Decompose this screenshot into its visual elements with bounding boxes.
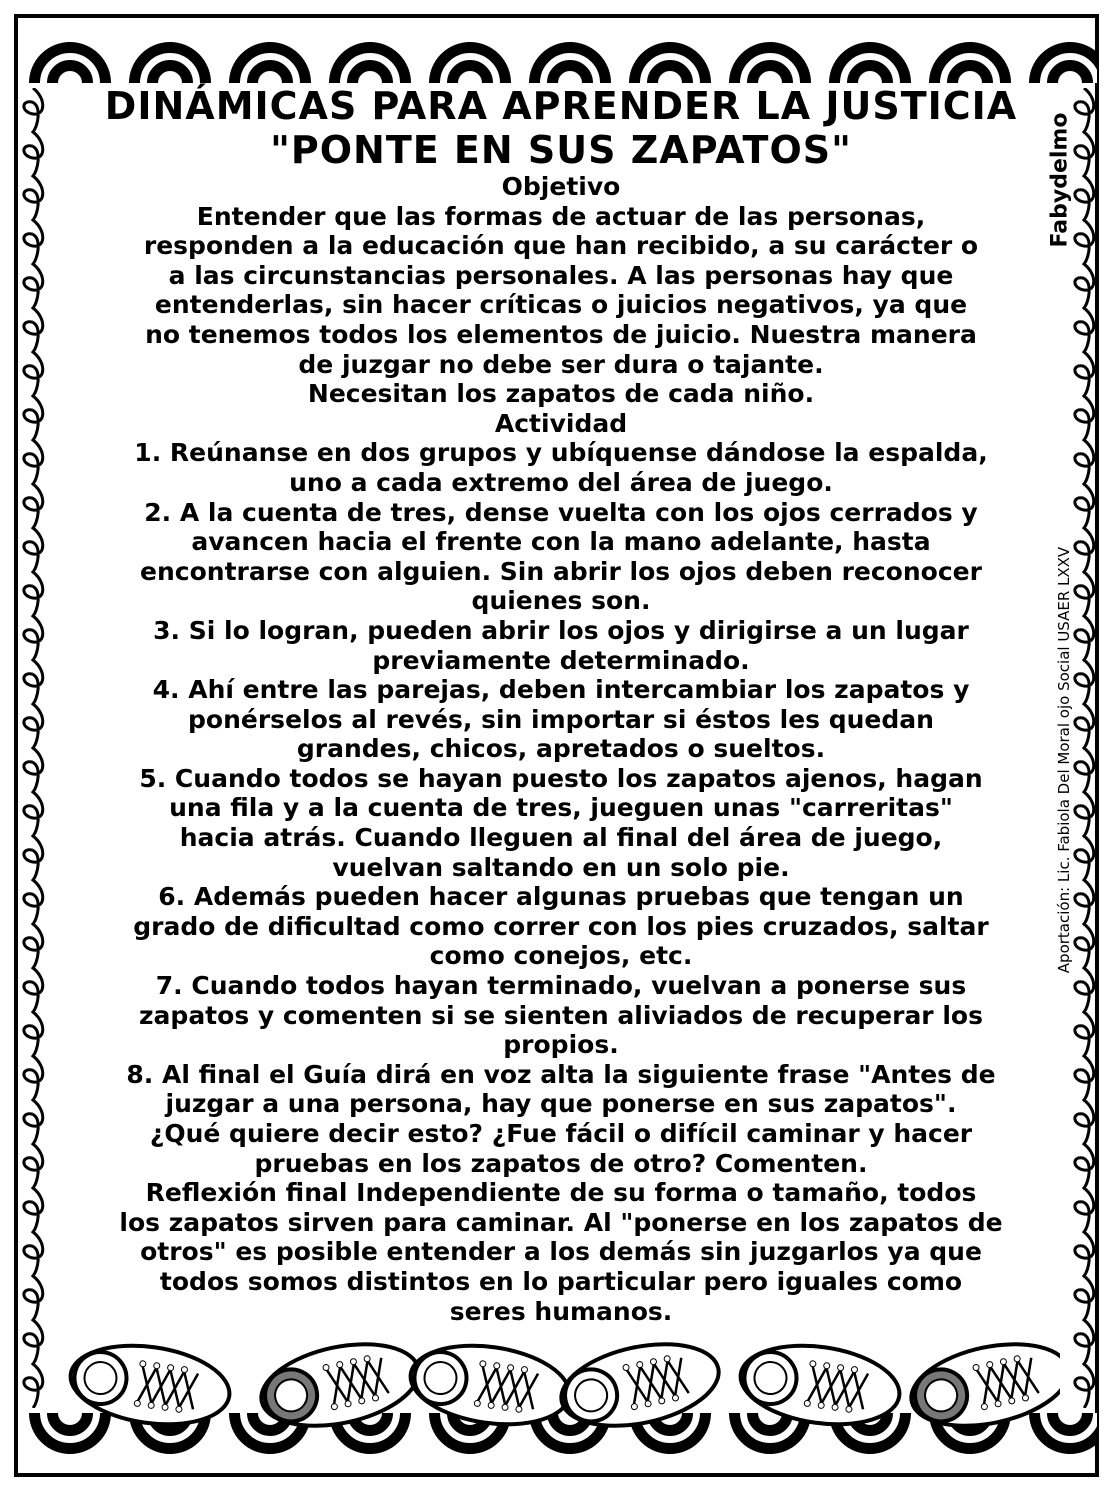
text-line: previamente determinado.: [372, 645, 750, 675]
sneaker-icon: [254, 1331, 426, 1430]
sneaker-icon: [735, 1336, 904, 1430]
text-line: 4. Ahí entre las parejas, deben intercambiar los zapatos y: [152, 675, 970, 705]
text-line: una fila y a la cuenta de tres, jueguen unas "carreritas": [169, 793, 953, 823]
text-line: como conejos, etc.: [429, 941, 693, 971]
text-line: grado de dificultad como correr con los pies cruzados, saltar: [133, 911, 989, 941]
text-line: no tenemos todos los elementos de juicio. Nuestra manera: [145, 319, 977, 349]
sneaker-icon: [554, 1331, 726, 1430]
text-line: quienes son.: [471, 586, 651, 616]
top-scallop-border: [20, 18, 1097, 88]
text-line: responden a la educación que han recibido, a su carácter o: [143, 231, 979, 261]
text-line: 8. Al final el Guía dirá en voz alta la siguiente frase "Antes de: [126, 1059, 996, 1089]
worksheet-content: [66, 84, 1056, 1326]
text-line: ¿Qué quiere decir esto? ¿Fue fácil o difícil caminar y hacer: [149, 1119, 973, 1148]
text-line: Necesitan los zapatos de cada niño.: [307, 379, 815, 409]
objective-text: [66, 202, 1056, 409]
text-line: vuelvan saltando en un solo pie.: [332, 852, 790, 882]
text-line: 3. Si lo logran, pueden abrir los ojos y dirigirse a un lugar: [153, 615, 969, 645]
objective-heading: Objetivo: [501, 172, 621, 201]
text-line: todos somos distintos en lo particular pero iguales como: [159, 1266, 963, 1296]
activity-heading: Actividad: [494, 408, 628, 438]
text-line: a las circunstancias personales. A las personas hay que: [168, 260, 954, 290]
text-line: 5. Cuando todos se hayan puesto los zapatos ajenos, hagan: [139, 763, 983, 793]
text-line: los zapatos sirven para caminar. Al "ponerse en los zapatos de: [119, 1207, 1003, 1237]
text-line: avancen hacia el frente con la mano adelante, hasta: [191, 527, 931, 557]
shoe-illustrations: [60, 1330, 1060, 1430]
text-line: 1. Reúnanse en dos grupos y ubíquense dándose la espalda,: [134, 438, 988, 468]
text-line: 6. Además pueden hacer algunas pruebas que tengan un: [158, 882, 964, 912]
text-line: 7. Cuando todos hayan terminado, vuelvan a ponerse sus: [155, 971, 967, 1001]
text-line: entenderlas, sin hacer críticas o juicios negativos, ya que: [154, 290, 968, 320]
page-subtitle: "PONTE EN SUS ZAPATOS": [270, 128, 852, 172]
activity-text: [66, 438, 1056, 1326]
text-line: seres humanos.: [449, 1296, 673, 1326]
text-line: Reflexión final Independiente de su forma o tamaño, todos: [145, 1178, 977, 1208]
text-line: otros" es posible entender a los demás sin juzgarlos ya que: [140, 1237, 982, 1267]
sneaker-icon: [904, 1331, 1060, 1430]
author-tag-text: Fabydelmo: [1047, 112, 1073, 248]
text-line: juzgar a una persona, hay que ponerse en sus zapatos".: [165, 1089, 957, 1119]
text-line: 2. A la cuenta de tres, dense vuelta con los ojos cerrados y: [144, 497, 978, 527]
credit-text: Aportación: Lic. Fabiola Del Moral ojo Social USAER LXXV: [1055, 546, 1073, 974]
text-line: uno a cada extremo del área de juego.: [289, 467, 833, 497]
sneaker-icon: [65, 1336, 234, 1430]
left-loop-border: [18, 88, 48, 1408]
text-line: grandes, chicos, apretados o sueltos.: [296, 734, 826, 764]
text-line: propios.: [503, 1030, 619, 1060]
text-line: zapatos y comenten si se sienten aliviados de recuperar los: [139, 1000, 983, 1030]
text-line: hacia atrás. Cuando lleguen al final del área de juego,: [179, 823, 943, 853]
sneaker-icon: [405, 1336, 574, 1430]
text-line: ponérselos al revés, sin importar si éstos les quedan: [188, 704, 934, 734]
page-title: DINÁMICAS PARA APRENDER LA JUSTICIA: [104, 84, 1018, 128]
text-line: pruebas en los zapatos de otro? Comenten.: [254, 1148, 868, 1178]
text-line: Entender que las formas de actuar de las personas,: [196, 201, 926, 231]
text-line: encontrarse con alguien. Sin abrir los ojos deben reconocer: [140, 556, 982, 586]
text-line: de juzgar no debe ser dura o tajante.: [298, 349, 824, 379]
